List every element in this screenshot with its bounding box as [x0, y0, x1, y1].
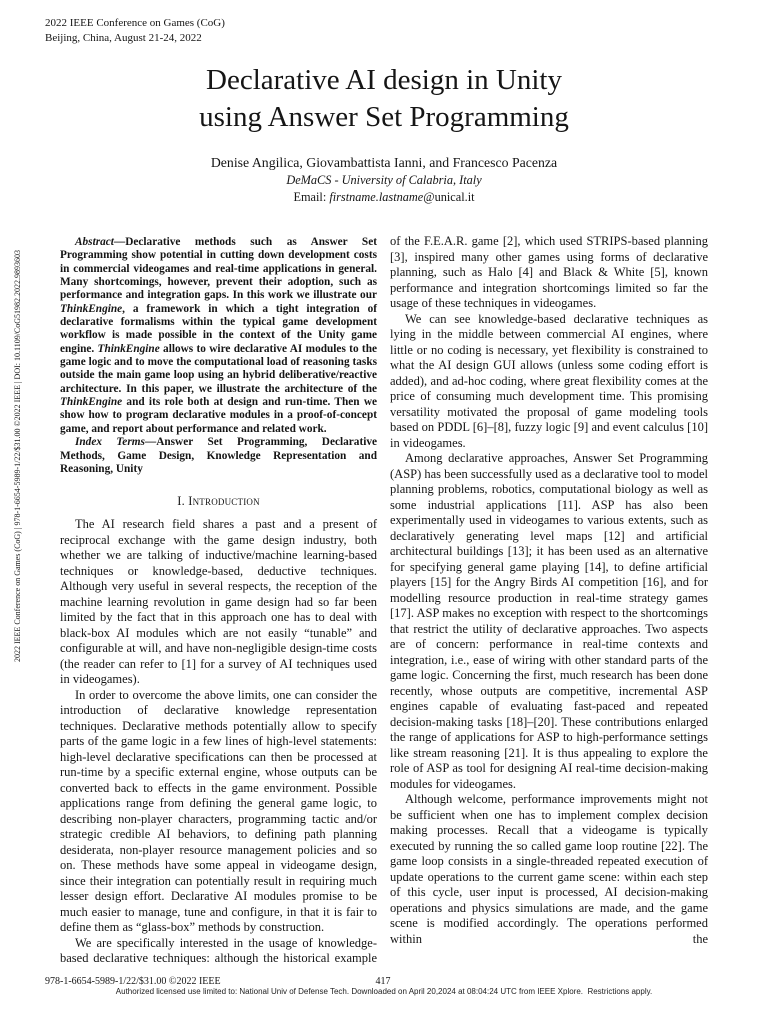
page-number: 417 [375, 976, 391, 987]
text-run: , a framework in which a tight integration of declarative formalisms within the typical game development workflow is made possible in the context of the Unity game engine. [60, 302, 377, 355]
right-column [390, 234, 708, 947]
emphasis-text: ThinkEngine [60, 302, 123, 315]
body-paragraph: Among declarative approaches, Answer Set Programming (ASP) has been successfully used as a declarative tool to model planning problems, robotics, computational biology as well as some industrial applications [11]. ASP has also been experimentally used in videogames to various extents, such as declaratively generating level maps [12] and artificial architectural buildings [13]; it has been used as an alternative for specifying general game playing [14], to define artificial players [15] for the Angry Birds AI competition [16], and for modelling resource production in real-time strategy games [17]. ASP makes no exception with respect to the shortcomings that restrict the utility of declarative approaches. Two aspects are of concern: performance in real-time contexts and integration, i.e., ease of wiring with other standard parts of the game logic. Concerning the first, much research has been done recently, whose outputs are competitive, incremental ASP engines capable of evaluating fast-paced and repeated decision-making tasks [18]–[20]. These contributions enlarged the range of applications for ASP to high-performance settings like stream reasoning [21]. It is thus appealing to explore the role of ASP as tool for designing AI real-time decision-making modules for videogames. [390, 451, 708, 791]
body-paragraph: The AI research field shares a past and a present of reciprocal exchange with the game design industry, both whether we are talking of inductive/machine learning-based techniques or knowledge-based, deductive techniques. Although very useful in several respects, the reception of the machine learning revolution in game design had so far been limited by the fact that in this approach one has to deal with black-box AI modules which are not easily “tunable” and configurable at will, and have non-negligible design-time costs (the reader can refer to [1] for a survey of AI techniques used in videogames). [60, 517, 377, 687]
body-paragraph: of the F.E.A.R. game [2], which used STRIPS-based planning [3], inspired many other games using forms of declarative planning, such as Halo [4] and Black & White [5], known performance and integration shortcomings limited so far the usage of these techniques in videogames. [390, 234, 708, 310]
section-number: I. [177, 494, 185, 509]
doi-sidebar: 2022 IEEE Conference on Games (CoG) | 978-1-6654-5989-1/22/$31.00 ©2022 IEEE | DOI: 10.1109/CoG51982.2022.9893603 [13, 249, 22, 662]
emphasis-text: ThinkEngine [60, 396, 123, 409]
author-list: Denise Angilica, Giovambattista Ianni, and Francesco Pacenza [210, 155, 558, 170]
body-text [390, 234, 708, 947]
body-paragraph: We can see knowledge-based declarative techniques as lying in the middle between commercial AI engines, where little or no coding is necessary, yet flexibility is constrained to what the AI design GUI allows (unless some coding effort is added), and ad-hoc coding, where great flexibility comes at the price of consuming much development time. This promising versatility motivated the proposal of game modeling tools based on PDDL [6]–[8], fuzzy logic [9] and event calculus [10] in videogames. [390, 311, 708, 450]
footer-copyright: 978-1-6654-5989-1/22/$31.00 ©2022 IEEE [45, 976, 221, 987]
section-heading [60, 493, 377, 509]
index-terms [60, 436, 377, 476]
paper-title [0, 62, 768, 136]
left-column [60, 236, 377, 967]
text-run: @unical.it [423, 190, 475, 204]
emphasis-text: firstname.lastname [329, 190, 424, 204]
text-run: —Answer Set Programming, Declarative Methods, Game Design, Knowledge Representation and Reasoning, Unity [60, 436, 378, 475]
conference-location: Beijing, China, August 21-24, 2022 [45, 31, 202, 44]
text-run: —Declarative methods such as Answer Set Programming show potential in cutting down development costs in commercial videogames and real-time applications in general. Many shortcomings, however, prevent their adoption, such as performance and integration gaps. In this work we illustrate our [60, 236, 377, 302]
download-notice: Authorized licensed use limited to: National Univ of Defense Tech. Downloaded on April 20,2024 at 08:04:24 UTC from IEEE Xplore. Restrictions apply. [115, 987, 653, 996]
emphasis-text: Abstract [75, 236, 114, 248]
section-title: Introduction [188, 494, 260, 509]
abstract [60, 236, 377, 436]
title-line: using Answer Set Programming [199, 101, 569, 133]
body-paragraph: Although welcome, performance improvements might not be sufficient when one has to implement complex decision making processes. Recall that a videogame is typically executed by running the so called game loop routine [22]. The game loop consists in a single-threaded repeated execution of update operations to the current game scene: within each step of this cycle, user input is processed, AI decision-making operations and physics simulations are made, and the game scene is modified accordingly. The operations performed within the [390, 792, 708, 946]
conference-info [45, 16, 225, 45]
text-run: Email: [293, 190, 330, 204]
body-text [60, 517, 377, 967]
email [0, 190, 768, 205]
emphasis-text: ThinkEngine [97, 342, 160, 355]
title-line: Declarative AI design in Unity [206, 64, 562, 96]
text-run: allows to wire declarative AI modules to the game logic and to move the computational load of reasoning tasks outside the main game loop using an hybrid deliberative/reactive architecture. In this paper, we illustrate the architecture of the [60, 342, 377, 395]
emphasis-text: Index Terms [75, 436, 145, 449]
body-paragraph: We are specifically interested in the usage of knowledge-based declarative techniques: although the historical example [60, 935, 377, 966]
text-run: and its role both at design and run-time. Then we show how to program declarative modules in a proof-of-concept game, and report about performance and related work. [60, 396, 377, 435]
conference-name: 2022 IEEE Conference on Games (CoG) [45, 17, 225, 29]
affiliation: DeMaCS - University of Calabria, Italy [286, 173, 482, 187]
body-paragraph: In order to overcome the above limits, one can consider the introduction of declarative knowledge representation techniques. Declarative methods potentially allow to specify parts of the game logic in a few lines of high-level statements: high-level declarative specifications can then be processed at run-time by a specific external engine, whose outputs can be converted back to effects in the game environment. Possible applications range from defining the general game logic, to describing non-player characters, programming tactic and/or strategic credible AI behaviors, to defining path planning desiderata, non-player resource management policies and so on. These methods have some appeal in videogame design, since their integration can potentially result in requiring much lesser design effort. Declarative AI modules promise to be much easier to manage, tune and configure, in that it is fair to define them as “glass-box” methods by construction. [60, 687, 377, 935]
